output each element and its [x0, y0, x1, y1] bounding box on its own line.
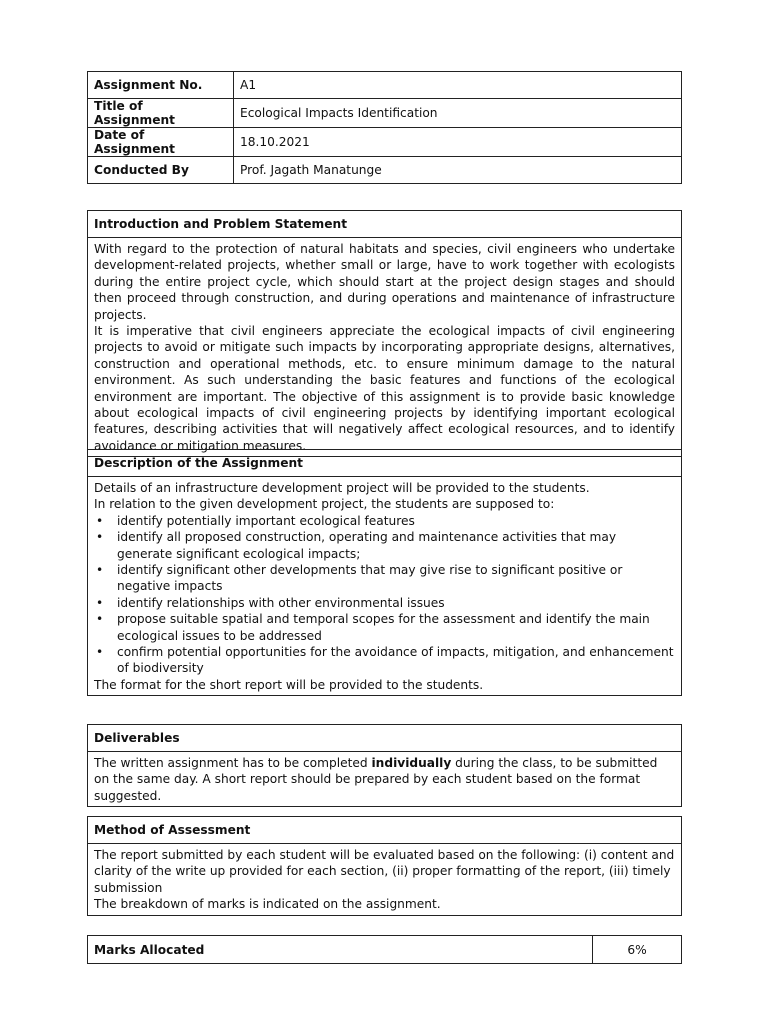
deliverables-text: The written assignment has to be completed: [94, 756, 372, 770]
description-section: [87, 449, 682, 696]
task-list: [94, 513, 675, 677]
method-paragraph-2: The breakdown of marks is indicated on the assignment.: [94, 897, 441, 912]
section-heading: Description of the Assignment: [88, 450, 682, 477]
info-row-date: [88, 128, 682, 157]
section-body: [88, 477, 682, 696]
assignment-info-table: [87, 71, 682, 184]
info-value: A1: [234, 72, 682, 99]
deliverables-section: [87, 724, 682, 807]
info-value: Prof. Jagath Manatunge: [234, 157, 682, 184]
list-item: • identify relationships with other environmental issues: [94, 595, 675, 611]
marks-label: Marks Allocated: [88, 936, 593, 964]
description-closing: The format for the short report will be provided to the students.: [94, 677, 484, 692]
list-item: • confirm potential opportunities for the avoidance of impacts, mitigation, and enhancement of biodiversity: [94, 644, 675, 677]
method-paragraph-1: The report submitted by each student will be evaluated based on the following: (i) content and clarity of the write up provided for each section, (ii) proper formatting of the report, (iii) timely submission: [94, 848, 675, 895]
list-item: • identify significant other developments that may give rise to significant positive or negative impacts: [94, 562, 675, 595]
description-line: Details of an infrastructure development project will be provided to the students.: [94, 481, 590, 495]
section-heading: Introduction and Problem Statement: [88, 211, 682, 238]
list-item: • identify potentially important ecological features: [94, 513, 675, 529]
info-value: 18.10.2021: [234, 128, 682, 157]
info-value: Ecological Impacts Identification: [234, 99, 682, 128]
info-row-conducted-by: [88, 157, 682, 184]
section-heading: Deliverables: [88, 725, 682, 752]
info-label: Title of Assignment: [88, 99, 234, 128]
section-body: [88, 752, 682, 807]
deliverables-text: during the class, to be submitted on the same day. A short report should be prepared by each student based on the format suggested.: [94, 756, 658, 803]
introduction-section: [87, 210, 682, 457]
info-row-assignment-no: [88, 72, 682, 99]
intro-paragraph-1: With regard to the protection of natural habitats and species, civil engineers who undertake development-related projects, whether small or large, have to work together with ecologists during the entire project cycle, which should start at the project design stages and should then proceed through construction, and during operations and maintenance of infrastructure projects.: [94, 242, 675, 322]
description-line: In relation to the given development project, the students are supposed to:: [94, 497, 555, 512]
info-row-title: [88, 99, 682, 128]
list-item: • identify all proposed construction, operating and maintenance activities that may generate significant ecological impacts;: [94, 529, 675, 562]
deliverables-emphasis: individually: [371, 756, 452, 770]
marks-value: 6%: [593, 936, 682, 964]
info-label: Conducted By: [88, 157, 234, 184]
section-body: [88, 238, 682, 457]
info-label: Assignment No.: [88, 72, 234, 99]
list-item: • propose suitable spatial and temporal scopes for the assessment and identify the main ecological issues to be addressed: [94, 611, 675, 644]
section-body: [88, 844, 682, 916]
marks-table: [87, 935, 682, 964]
assessment-method-section: [87, 816, 682, 916]
info-label: Date of Assignment: [88, 128, 234, 157]
intro-paragraph-2: It is imperative that civil engineers appreciate the ecological impacts of civil engineering projects to avoid or mitigate such impacts by incorporating appropriate designs, alternatives, construction and operational methods, etc. to ensure minimum damage to the natural environment. As such understanding the basic features and functions of the ecological environment are important. The objective of this assignment is to provide basic knowledge about ecological impacts of civil engineering projects by identifying important ecological features, describing activities that will negatively affect ecological resources, and to identify avoidance or mitigation measures.: [94, 324, 675, 453]
section-heading: Method of Assessment: [88, 817, 682, 844]
